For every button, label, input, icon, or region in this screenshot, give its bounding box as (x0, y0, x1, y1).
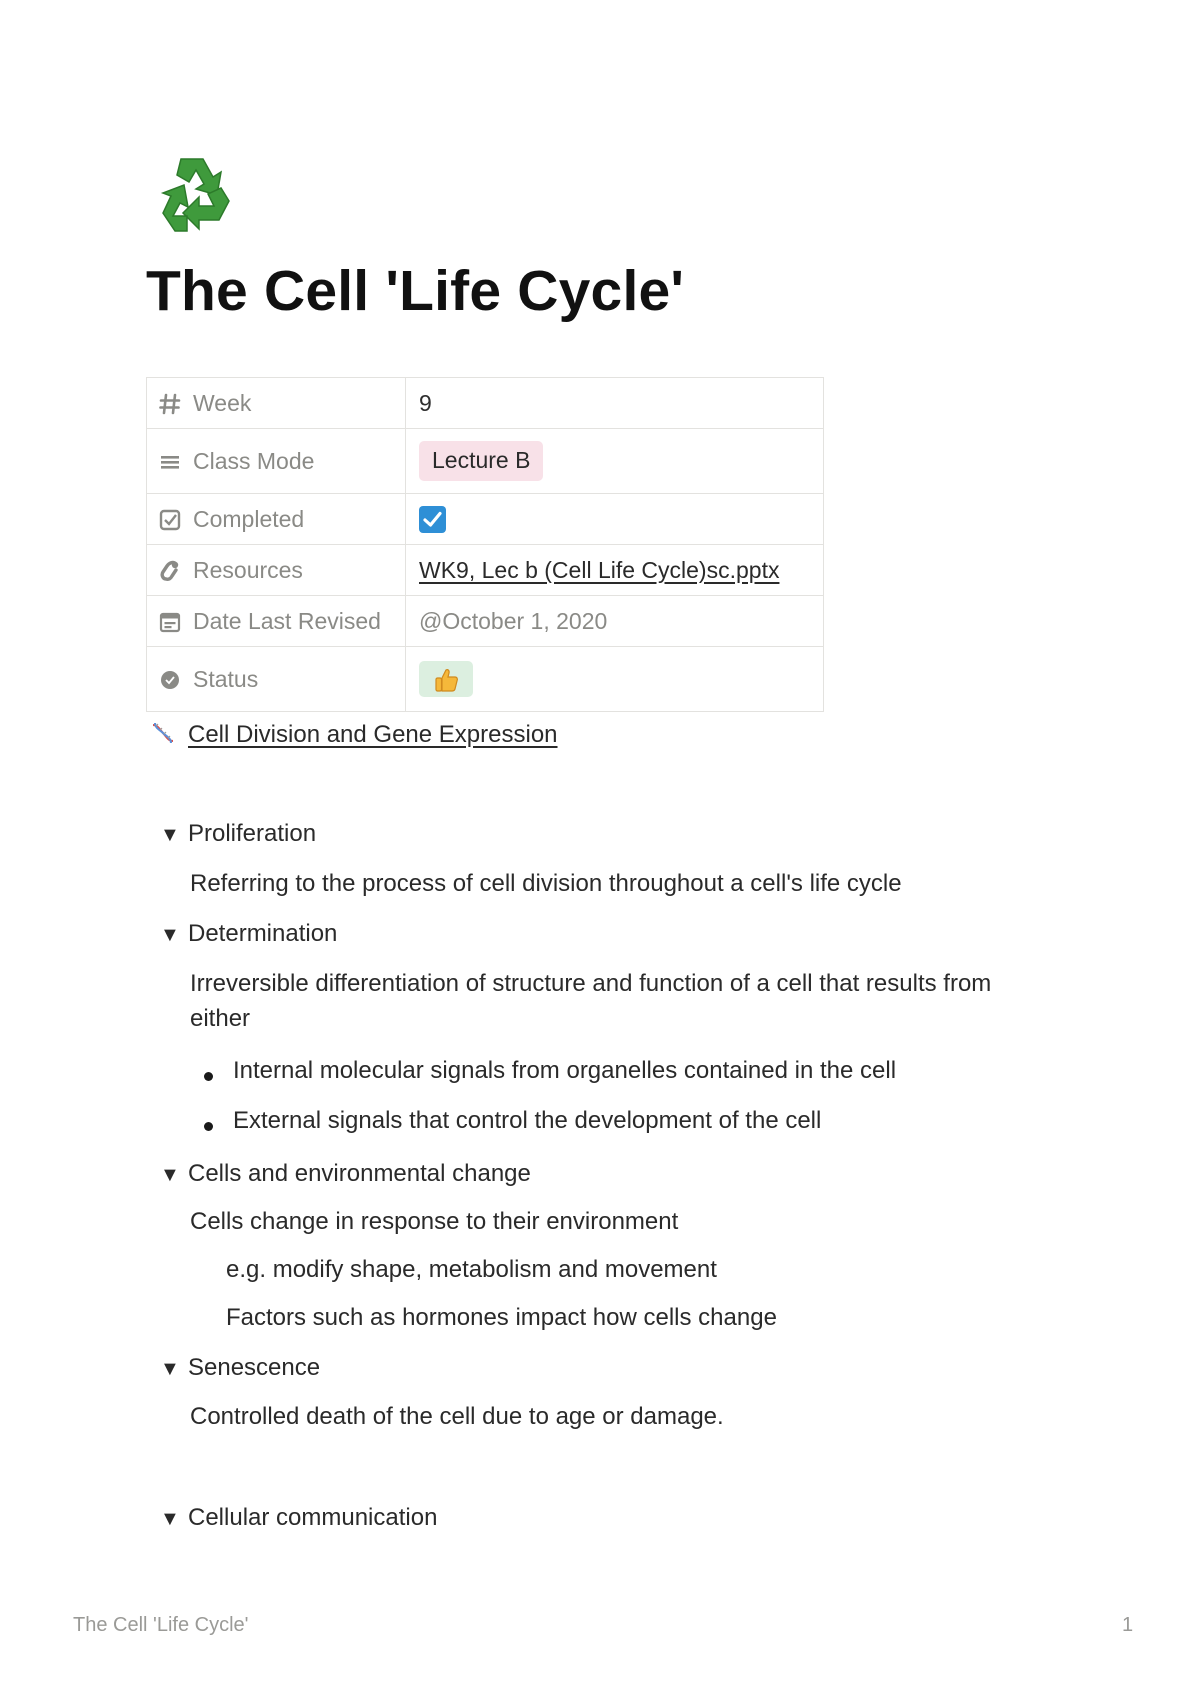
date-last-revised[interactable]: @October 1, 2020 (419, 607, 608, 634)
toggle-cellular-communication[interactable]: ▼ Cellular communication (160, 1504, 438, 1531)
list-icon (159, 451, 181, 473)
indented-paragraph: Factors such as hormones impact how cells change (226, 1304, 777, 1331)
property-row-resources (147, 545, 824, 596)
paragraph: Cells change in response to their environment (190, 1208, 679, 1235)
page-title: The Cell 'Life Cycle' (146, 259, 685, 323)
status-tag[interactable] (419, 661, 473, 697)
paragraph: Referring to the process of cell division throughout a cell's life cycle (190, 870, 902, 897)
list-item: Internal molecular signals from organelles contained in the cell (233, 1057, 897, 1084)
dna-icon (150, 720, 176, 746)
paragraph: Controlled death of the cell due to age or damage. (190, 1403, 724, 1430)
class-mode-value[interactable] (406, 429, 824, 494)
property-key-completed: Completed (147, 494, 406, 545)
calendar-icon (159, 611, 181, 633)
paragraph: either (190, 1005, 251, 1032)
status-value[interactable] (406, 647, 824, 712)
paragraph: Irreversible differentiation of structure and function of a cell that results from (190, 970, 992, 997)
status-icon (159, 669, 181, 691)
completed-checkbox[interactable] (419, 506, 446, 533)
class-mode-tag[interactable]: Lecture B (419, 441, 543, 481)
bullet-dot (204, 1122, 213, 1131)
attachment-icon (159, 560, 181, 582)
property-key-date: Date Last Revised (147, 596, 406, 647)
toggle-proliferation[interactable]: ▼ Proliferation (160, 820, 317, 847)
checkbox-icon (159, 509, 181, 531)
footer-title: The Cell 'Life Cycle' (73, 1614, 249, 1636)
thumbs-up-icon (433, 667, 459, 693)
page-number: 1 (1122, 1614, 1134, 1636)
toggle-arrow-icon[interactable]: ▼ (160, 1164, 180, 1186)
resources-value (406, 545, 824, 596)
completed-value[interactable] (406, 494, 824, 545)
relation-link-row (150, 720, 558, 749)
toggle-arrow-icon[interactable]: ▼ (160, 924, 180, 946)
toggle-determination[interactable]: ▼ Determination (160, 920, 338, 947)
list-item: External signals that control the development of the cell (233, 1107, 822, 1134)
toggle-arrow-icon[interactable]: ▼ (160, 824, 180, 846)
toggle-arrow-icon[interactable]: ▼ (160, 1358, 180, 1380)
date-value[interactable] (406, 596, 824, 647)
property-row-status (147, 647, 824, 712)
week-value[interactable]: 9 (406, 378, 824, 429)
property-key-week: Week (147, 378, 406, 429)
toggle-arrow-icon[interactable]: ▼ (160, 1508, 180, 1530)
property-key-class-mode: Class Mode (147, 429, 406, 494)
indented-paragraph: e.g. modify shape, metabolism and movement (226, 1256, 717, 1283)
number-icon (159, 393, 181, 415)
bullet-dot (204, 1072, 213, 1081)
relation-link[interactable]: Cell Division and Gene Expression (188, 721, 558, 748)
recycle-icon (147, 153, 237, 241)
property-key-status: Status (147, 647, 406, 712)
property-row-date (147, 596, 824, 647)
property-key-resources: Resources (147, 545, 406, 596)
property-row-class-mode (147, 429, 824, 494)
resource-file-link[interactable]: WK9, Lec b (Cell Life Cycle)sc.pptx (419, 556, 780, 583)
property-row-week (147, 378, 824, 429)
toggle-environmental-change[interactable]: ▼ Cells and environmental change (160, 1160, 531, 1187)
property-row-completed (147, 494, 824, 545)
toggle-senescence[interactable]: ▼ Senescence (160, 1354, 321, 1381)
properties-table (146, 377, 824, 712)
